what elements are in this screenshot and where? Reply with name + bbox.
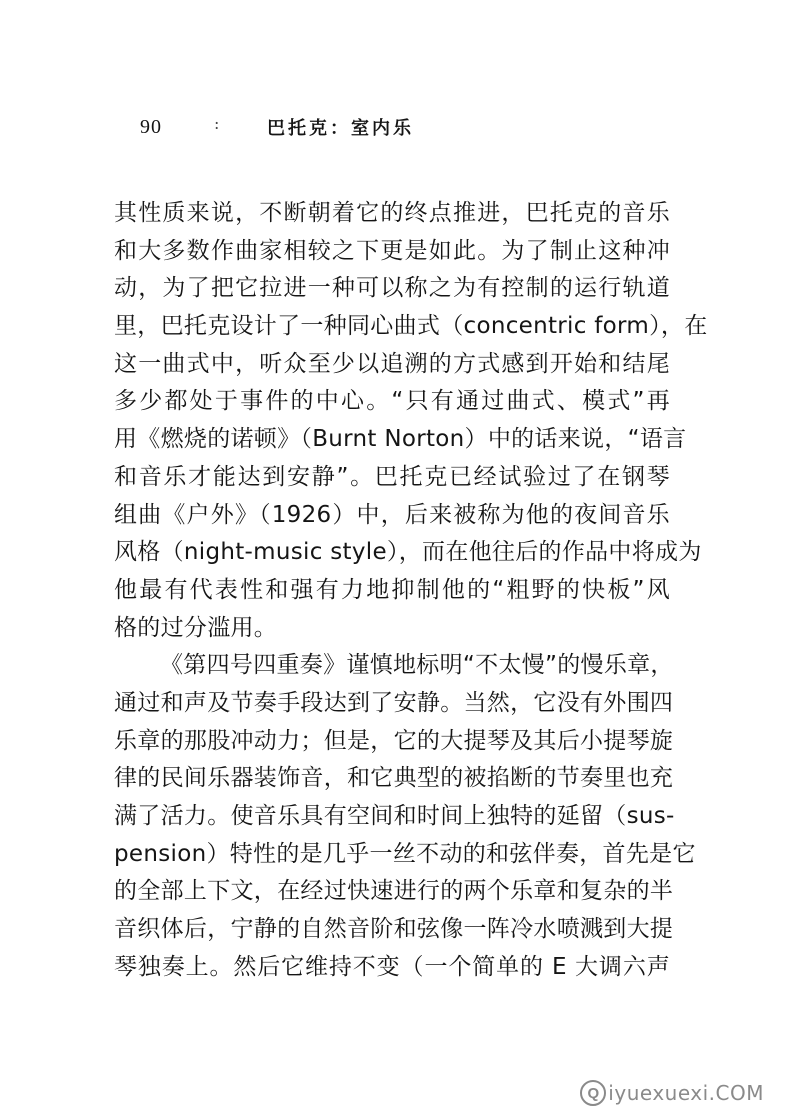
text-line: 通过和声及节奏手段达到了安静。当然，它没有外围四 (114, 689, 674, 716)
text-line: 他最有代表性和强有力地抑制他的“粗野的快板”风 (114, 576, 670, 603)
body-text (114, 195, 708, 986)
running-title: 巴托克：室内乐 (267, 118, 414, 139)
text-line: 其性质来说，不断朝着它的终点推进，巴托克的音乐 (114, 200, 670, 226)
text-line: 音织体后，宁静的自然音阶和弦像一阵冷水喷溅到大提 (114, 916, 674, 943)
text-line: 用《燃烧的诺顿》（Burnt Norton）中的话来说，“语言 (114, 426, 687, 453)
header-separator: : (214, 114, 220, 133)
text-line: 和大多数作曲家相较之下更是如此。为了制止这种冲 (114, 237, 670, 264)
text-line: 动，为了把它拉进一种可以称之为有控制的运行轨道 (114, 275, 670, 302)
watermark-text: iyuexuexi.COM (608, 1081, 764, 1105)
text-line: 的全部上下文，在经过快速进行的两个乐章和复杂的半 (114, 878, 674, 905)
page-header (0, 112, 794, 142)
text-line: 这一曲式中，听众至少以追溯的方式感到开始和结尾 (114, 350, 670, 377)
text-line: 组曲《户外》（1926）中，后来被称为他的夜间音乐 (114, 501, 670, 528)
text-line: 琴独奏上。然后它维持不变（一个简单的 E 大调六声 (114, 953, 670, 980)
page-number: 90 (140, 116, 162, 138)
site-watermark (580, 1078, 764, 1108)
text-line: 乐章的那股冲动力；但是，它的大提琴及其后小提琴旋 (114, 727, 674, 754)
text-line: 格的过分滥用。 (114, 614, 278, 641)
text-line: 《第四号四重奏》谨慎地标明“不太慢”的慢乐章， (160, 652, 674, 679)
text-line: pension）特性的是几乎一丝不动的和弦伴奏，首先是它 (114, 840, 696, 867)
text-line: 律的民间乐器装饰音，和它典型的被掐断的节奏里也充 (114, 765, 674, 792)
text-line: 风格（night-music style），而在他往后的作品中将成为 (114, 539, 702, 566)
watermark-logo-icon: Q (580, 1080, 606, 1106)
text-line: 和音乐才能达到安静”。巴托克已经试验过了在钢琴 (114, 463, 670, 490)
text-line: 里，巴托克设计了一种同心曲式（concentric form），在 (114, 313, 708, 340)
text-line: 满了活力。使音乐具有空间和时间上独特的延留（sus- (114, 803, 675, 829)
text-line: 多少都处于事件的中心。“只有通过曲式、模式”再 (114, 388, 670, 415)
